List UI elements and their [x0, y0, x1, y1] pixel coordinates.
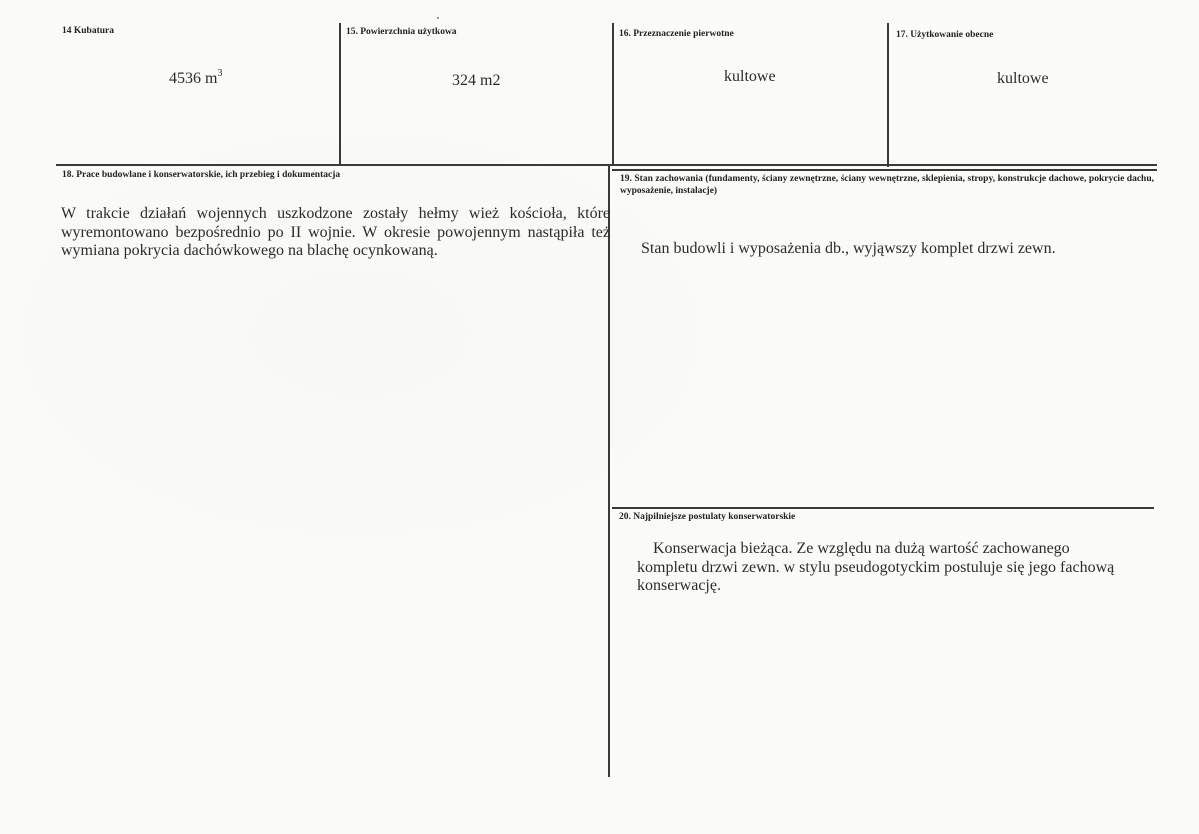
field-19-label: 19. Stan zachowania (fundamenty, ściany zewnętrzne, ściany wewnętrzne, sklepienia, stropy, konstrukcje dachowe, pokrycie dachu, wyposażenie, instalacje) [620, 174, 1154, 196]
field-16-value: kultowe [724, 68, 776, 85]
field-16-label: 16. Przeznaczenie pierwotne [619, 29, 734, 39]
field-14-value-sup: 3 [217, 68, 223, 79]
field-18-label: 18. Prace budowlane i konserwatorskie, ich przebieg i dokumentacja [62, 170, 341, 180]
field-19-text: Stan budowli i wyposażenia db., wyjąwszy komplet drzwi zewn. [641, 240, 1056, 257]
divider-row-top-right [612, 169, 1157, 171]
field-14-value-text: 4536 m [169, 70, 218, 87]
field-15-value: 324 m2 [452, 72, 501, 89]
field-20-label: 20. Najpilniejsze postulaty konserwatorskie [619, 512, 796, 522]
divider-16-17 [887, 23, 889, 167]
divider-19-20 [612, 507, 1154, 509]
field-15-label: 15. Powierzchnia użytkowa [346, 27, 457, 37]
field-20-text: Konserwacja bieżąca. Ze względu na dużą wartość zachowanego kompletu drzwi zewn. w stylu pseudogotyckim postuluje się jego fachową konserwację. [637, 540, 1115, 594]
field-17-value: kultowe [997, 70, 1049, 87]
field-14-value [169, 70, 222, 88]
divider-row-top [56, 164, 1157, 166]
divider-15-16 [612, 23, 614, 165]
field-18-text: W trakcie działań wojennych uszkodzone zostały hełmy wież kościoła, które wyremontowano bezpośrednio po II wojnie. W okresie powojennym nastąpiła też wymiana pokrycia dachówkowego na blachę ocynkowaną. [61, 205, 610, 259]
field-17-label: 17. Użytkowanie obecne [896, 30, 994, 40]
field-14-label: 14 Kubatura [62, 26, 114, 36]
divider-14-15 [339, 23, 341, 165]
scan-speck [437, 17, 439, 19]
